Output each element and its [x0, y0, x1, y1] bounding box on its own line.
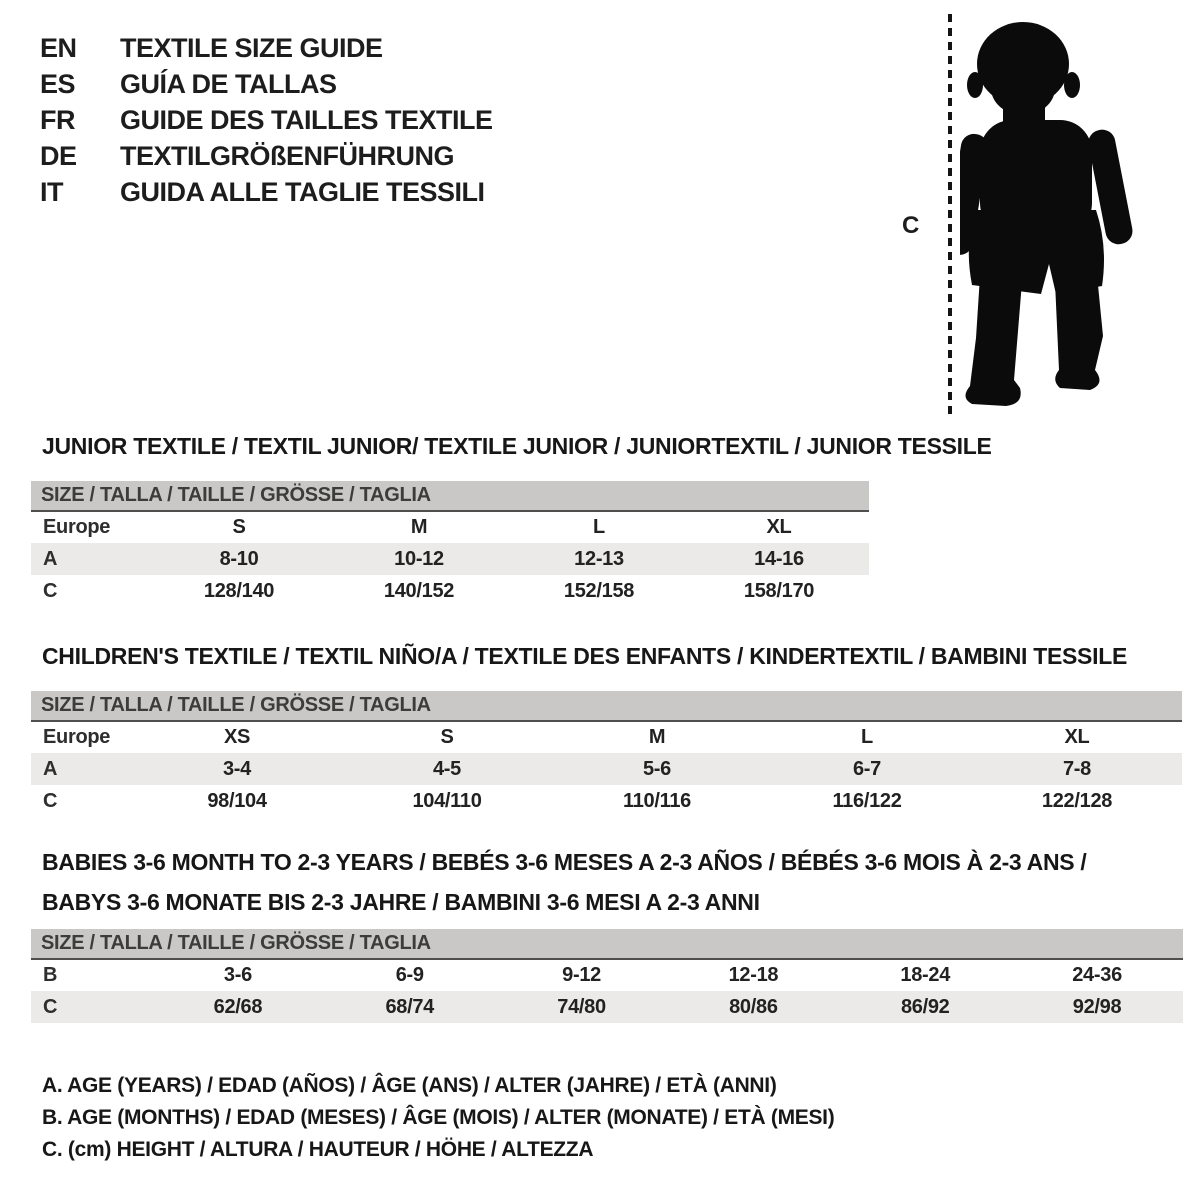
table-row — [31, 991, 1183, 1023]
row-label: A — [31, 753, 132, 785]
cell: S — [232, 516, 246, 538]
lang-label: GUIDA ALLE TAGLIE TESSILI — [120, 176, 485, 207]
table-row — [31, 575, 869, 607]
table-row — [31, 785, 1182, 817]
lang-label: GUÍA DE TALLAS — [120, 68, 337, 99]
language-title-list — [40, 30, 493, 210]
cell: S — [440, 726, 454, 748]
cell: L — [861, 726, 873, 748]
size-header-bar: SIZE / TALLA / TAILLE / GRÖSSE / TAGLIA — [31, 691, 1182, 721]
toddler-silhouette-icon — [960, 18, 1135, 423]
lang-label: TEXTILE SIZE GUIDE — [120, 32, 383, 63]
cell: 9-12 — [562, 964, 601, 986]
table-row — [31, 721, 1182, 753]
legend-line-b: B. AGE (MONTHS) / EDAD (MESES) / ÂGE (MOIS) / ALTER (MONATE) / ETÀ (MESI) — [42, 1106, 835, 1129]
lang-label: TEXTILGRÖßENFÜHRUNG — [120, 140, 454, 171]
cell: 92/98 — [1011, 991, 1183, 1023]
junior-size-table — [31, 481, 869, 607]
cell: M — [648, 726, 666, 748]
cell: 110/116 — [623, 789, 691, 812]
cell: 12-13 — [509, 543, 689, 575]
cell: 8-10 — [149, 543, 329, 575]
babies-title-line-1: BABIES 3-6 MONTH TO 2-3 YEARS / BEBÉS 3-6 MESES A 2-3 AÑOS / BÉBÉS 3-6 MOIS À 2-3 ANS / — [42, 849, 1087, 875]
cell: 12-18 — [728, 964, 779, 986]
table-row — [31, 959, 1183, 991]
size-header-bar: SIZE / TALLA / TAILLE / GRÖSSE / TAGLIA — [31, 481, 869, 511]
cell: 62/68 — [152, 991, 324, 1023]
legend-line-c: C. (cm) HEIGHT / ALTURA / HAUTEUR / HÖHE / ALTEZZA — [42, 1138, 594, 1161]
lang-code: FR — [40, 104, 75, 135]
row-label: C — [43, 579, 58, 602]
height-measure-dashed-line — [948, 14, 952, 418]
cell: 98/104 — [207, 789, 267, 812]
cell: L — [593, 516, 605, 538]
row-label: B — [43, 964, 58, 986]
children-size-table — [31, 691, 1182, 817]
legend-line-a: A. AGE (YEARS) / EDAD (AÑOS) / ÂGE (ANS) / ALTER (JAHRE) / ETÀ (ANNI) — [42, 1074, 777, 1097]
size-header-bar: SIZE / TALLA / TAILLE / GRÖSSE / TAGLIA — [31, 929, 1183, 959]
cell: 14-16 — [689, 543, 869, 575]
babies-section-title — [42, 842, 1087, 922]
cell: 104/110 — [412, 789, 482, 812]
babies-title-line-2: BABYS 3-6 MONATE BIS 2-3 JAHRE / BAMBINI 3-6 MESI A 2-3 ANNI — [42, 889, 760, 915]
lang-code: EN — [40, 32, 77, 63]
cell: 7-8 — [972, 753, 1182, 785]
row-label: A — [31, 543, 149, 575]
cell: 116/122 — [832, 789, 902, 812]
cell: XL — [766, 516, 792, 538]
lang-row-es — [40, 66, 493, 102]
table-row — [31, 753, 1182, 785]
junior-section-title: JUNIOR TEXTILE / TEXTIL JUNIOR/ TEXTILE JUNIOR / JUNIORTEXTIL / JUNIOR TESSILE — [42, 433, 992, 459]
cell: 80/86 — [667, 991, 839, 1023]
lang-label: GUIDE DES TAILLES TEXTILE — [120, 104, 493, 135]
children-section-title: CHILDREN'S TEXTILE / TEXTIL NIÑO/A / TEXTILE DES ENFANTS / KINDERTEXTIL / BAMBINI TESSILE — [42, 643, 1127, 669]
cell: 158/170 — [743, 579, 815, 602]
lang-code: ES — [40, 68, 76, 99]
lang-code: IT — [40, 176, 63, 207]
table-row — [31, 511, 869, 543]
cell: 3-6 — [223, 964, 252, 986]
cell: M — [410, 516, 428, 538]
cell: 128/140 — [203, 579, 275, 602]
row-label: Europe — [43, 516, 111, 538]
cell: 5-6 — [552, 753, 762, 785]
measurement-legend — [42, 1070, 834, 1166]
cell: XS — [223, 726, 251, 748]
table-row — [31, 543, 869, 575]
lang-code: DE — [40, 140, 77, 171]
cell: 3-4 — [132, 753, 342, 785]
cell: XL — [1064, 726, 1090, 748]
cell: 18-24 — [900, 964, 951, 986]
cell: 10-12 — [329, 543, 509, 575]
lang-row-it — [40, 174, 493, 210]
cell: 4-5 — [342, 753, 552, 785]
cell: 86/92 — [839, 991, 1011, 1023]
cell: 140/152 — [383, 579, 455, 602]
cell: 152/158 — [563, 579, 635, 602]
cell: 68/74 — [324, 991, 496, 1023]
cell: 6-9 — [395, 964, 424, 986]
cell: 74/80 — [496, 991, 668, 1023]
cell: 24-36 — [1072, 964, 1122, 986]
lang-row-fr — [40, 102, 493, 138]
row-label: Europe — [43, 726, 111, 748]
cell: 122/128 — [1041, 789, 1113, 812]
row-label: C — [43, 789, 58, 812]
lang-row-en — [40, 30, 493, 66]
cell: 6-7 — [762, 753, 972, 785]
babies-size-table — [31, 929, 1183, 1023]
height-measure-label: C — [902, 212, 920, 239]
row-label: C — [31, 991, 152, 1023]
lang-row-de — [40, 138, 493, 174]
